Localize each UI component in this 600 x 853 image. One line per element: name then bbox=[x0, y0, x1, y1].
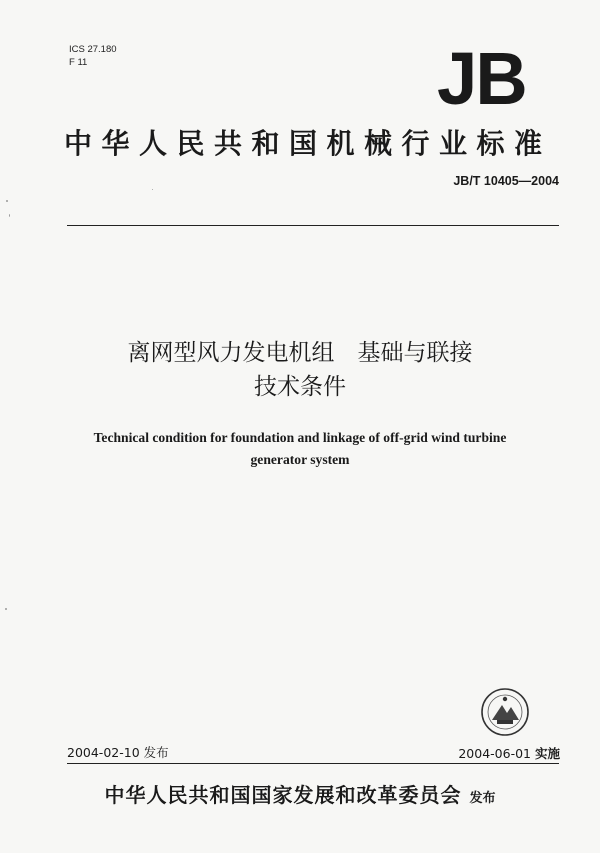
chinese-title-line-2: 技术条件 bbox=[254, 374, 346, 400]
implementation-date-value: 2004-06-01 bbox=[458, 746, 531, 761]
publisher-name: 中华人民共和国国家发展和改革委员会 bbox=[104, 783, 462, 807]
ccs-code: F 11 bbox=[69, 57, 88, 68]
english-title bbox=[0, 427, 600, 471]
publisher-seal-icon bbox=[480, 687, 530, 737]
chinese-title-line-1: 离网型风力发电机组 基础与联接 bbox=[127, 340, 473, 366]
chinese-title bbox=[0, 336, 600, 404]
implementation-keyword: 实施 bbox=[534, 746, 560, 761]
top-divider bbox=[67, 225, 559, 226]
issue-date: 2004-02-10 发布 bbox=[67, 745, 169, 760]
publisher-line bbox=[0, 779, 600, 808]
english-title-line-1: Technical condition for foundation and linkage of off-grid wind turbine bbox=[93, 430, 507, 445]
implementation-date bbox=[458, 744, 560, 762]
english-title-line-2: generator system bbox=[250, 452, 350, 467]
publish-keyword: 发布 bbox=[469, 791, 496, 806]
scan-speck bbox=[152, 189, 153, 190]
classification-codes bbox=[69, 43, 117, 69]
ics-code: ICS 27.180 bbox=[69, 44, 117, 55]
scan-speck bbox=[5, 608, 7, 610]
organization-title: 中华人民共和国机械行业标准 bbox=[64, 127, 552, 160]
standard-number: JB/T 10405—2004 bbox=[453, 174, 559, 188]
scan-speck bbox=[6, 200, 8, 202]
jb-logo: JB bbox=[437, 37, 526, 120]
bottom-divider bbox=[67, 763, 559, 764]
scan-speck bbox=[9, 214, 10, 217]
